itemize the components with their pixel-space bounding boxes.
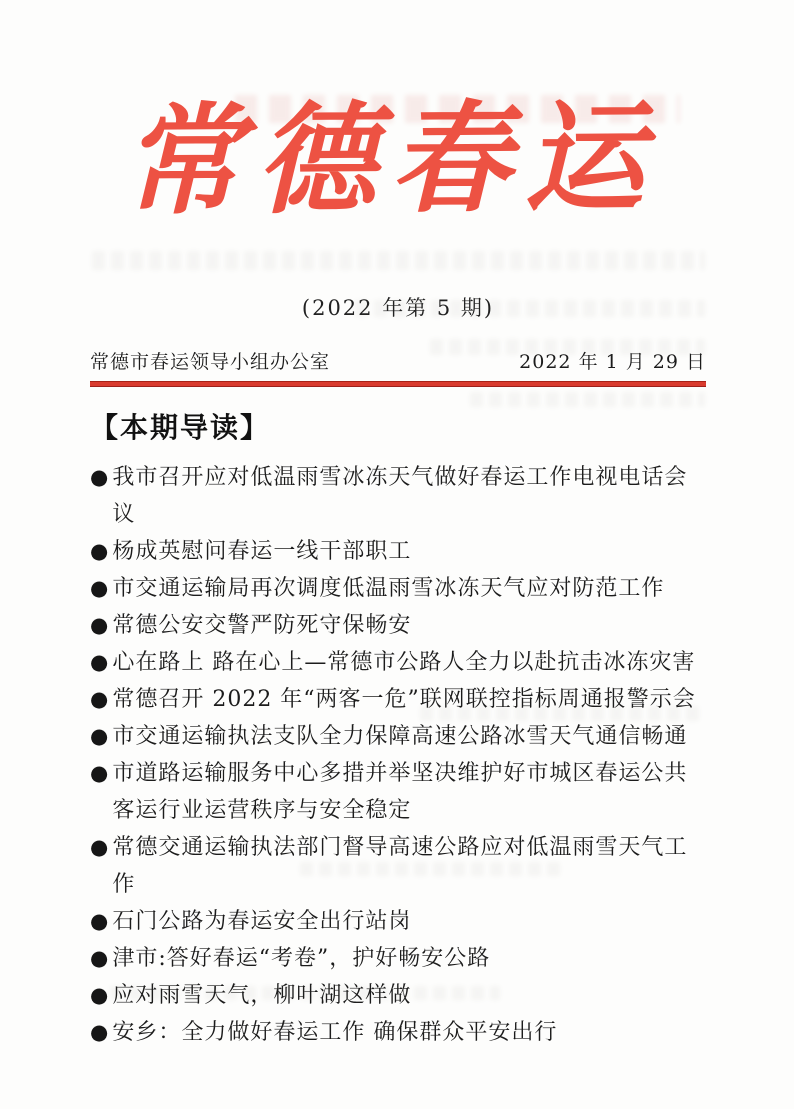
toc-item-text: 心在路上 路在心上—常德市公路人全力以赴抗击冰冻灾害 — [112, 650, 696, 675]
toc-item-text: 石门公路为春运安全出行站岗 — [112, 909, 412, 934]
bullet-icon: ● — [90, 576, 109, 600]
bullet-icon: ● — [90, 539, 109, 563]
bullet-icon: ● — [90, 724, 109, 748]
bullet-icon: ● — [90, 613, 109, 637]
bullet-icon: ● — [90, 1020, 109, 1044]
section-heading: 【本期导读】 — [90, 411, 271, 444]
bullet-icon: ● — [90, 983, 109, 1007]
toc-item — [90, 607, 706, 644]
bullet-icon: ● — [90, 650, 109, 674]
bullet-icon: ● — [90, 761, 109, 785]
toc-item — [90, 940, 706, 977]
toc-item-text: 常德公安交警严防死守保畅安 — [112, 613, 412, 638]
publishing-office: 常德市春运领导小组办公室 — [90, 351, 331, 373]
toc-item-text: 常德召开 2022 年“两客一危”联网联控指标周通报警示会 — [112, 687, 696, 712]
toc-item-text: 我市召开应对低温雨雪冰冻天气做好春运工作电视电话会议 — [112, 465, 688, 527]
toc-list — [90, 459, 706, 1051]
toc-item — [90, 718, 706, 755]
publisher-row — [90, 347, 706, 374]
red-divider-rule — [90, 381, 706, 387]
toc-item — [90, 977, 706, 1014]
toc-item — [90, 570, 706, 607]
toc-item — [90, 459, 706, 533]
toc-item — [90, 533, 706, 570]
toc-item-text: 安乡：全力做好春运工作 确保群众平安出行 — [112, 1020, 558, 1045]
toc-item-text: 津市:答好春运“考卷”，护好畅安公路 — [112, 946, 491, 971]
bullet-icon: ● — [90, 687, 109, 711]
toc-item-text: 市交通运输执法支队全力保障高速公路冰雪天气通信畅通 — [112, 724, 688, 749]
toc-item — [90, 829, 706, 903]
toc-item — [90, 681, 706, 718]
bullet-icon: ● — [90, 909, 109, 933]
toc-item — [90, 903, 706, 940]
publication-date: 2022 年 1 月 29 日 — [519, 351, 706, 373]
toc-item-text: 市交通运输局再次调度低温雨雪冰冻天气应对防范工作 — [112, 576, 665, 601]
toc-item — [90, 644, 706, 681]
toc-item — [90, 755, 706, 829]
masthead-title: 常德春运 — [121, 87, 659, 232]
bullet-icon: ● — [90, 946, 109, 970]
masthead — [90, 0, 706, 322]
bullet-icon: ● — [90, 465, 109, 489]
bullet-icon: ● — [90, 835, 109, 859]
toc-item-text: 应对雨雪天气，柳叶湖这样做 — [112, 983, 412, 1008]
toc-item-text: 常德交通运输执法部门督导高速公路应对低温雨雪天气工作 — [112, 835, 688, 897]
toc-item — [90, 1014, 706, 1051]
toc-item-text: 杨成英慰问春运一线干部职工 — [112, 539, 412, 564]
toc-item-text: 市道路运输服务中心多措并举坚决维护好市城区春运公共客运行业运营秩序与安全稳定 — [112, 761, 688, 823]
issue-number: (2022 年第 5 期) — [301, 296, 495, 320]
